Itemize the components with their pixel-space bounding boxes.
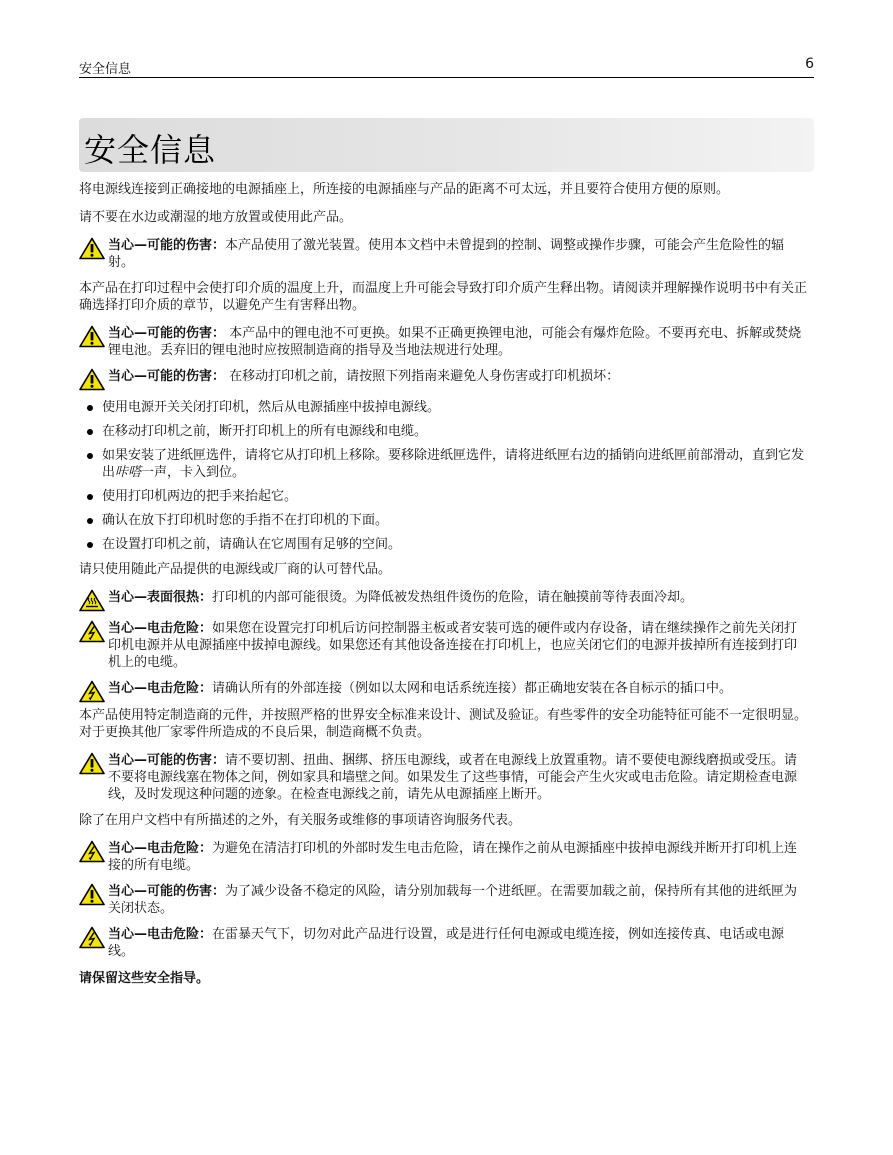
caution-block	[79, 237, 814, 271]
caution-text: 在移动打印机之前，请按照下列指南来避免人身伤害或打印机损坏：	[225, 369, 620, 384]
list-item-text: 确认在放下打印机时您的手指不在打印机的下面。	[102, 513, 389, 528]
caution-text: 为避免在清洁打印机的外部时发生电击危险，请在操作之前从电源插座中拔掉电源线并断开打印机上连接的所有电缆。	[108, 841, 798, 873]
caution-label: 当心—电击危险：	[108, 621, 213, 636]
caution-text: 在雷暴天气下，切勿对此产品进行设置，或是进行任何电源或电缆连接，例如连接传真、电话或电源线。	[108, 927, 785, 959]
caution-label: 当心—表面很热：	[108, 590, 213, 605]
warning-icon	[79, 368, 105, 391]
document-body	[79, 181, 814, 987]
caution-label: 当心—可能的伤害：	[108, 884, 226, 899]
bullet-list	[79, 399, 814, 553]
caution-block	[79, 926, 814, 960]
list-item-emphasis: 咔嗒	[115, 465, 142, 480]
paragraph: 请只使用随此产品提供的电源线或厂商的认可替代品。	[79, 562, 392, 577]
paragraph: 除了在用户文档中有所描述的之外，有关服务或维修的事项请咨询服务代表。	[79, 813, 522, 828]
caution-label: 当心—电击危险：	[108, 841, 213, 856]
shock-hazard-icon	[79, 680, 105, 703]
list-item-text: 如果安装了进纸匣选件，请将它从打印机上移除。要移除进纸匣选件，请将进纸匣右边的插销向进纸匣前部滑动，直到它发出	[102, 448, 805, 480]
list-item	[79, 488, 814, 505]
list-item	[79, 423, 814, 440]
paragraph: 将电源线连接到正确接地的电源插座上，所连接的电源插座与产品的距离不可太远，并且要符合使用方便的原则。	[79, 182, 730, 197]
caution-text: 本产品中的锂电池不可更换。如果不正确更换锂电池，可能会有爆炸危险。不要再充电、拆解或焚烧锂电池。丢弃旧的锂电池时应按照制造商的指导及当地法规进行处理。	[108, 326, 802, 358]
header-title: 安全信息	[79, 62, 132, 77]
warning-icon	[79, 237, 105, 260]
shock-hazard-icon	[79, 840, 105, 863]
hot-surface-icon	[79, 589, 105, 612]
caution-label: 当心—可能的伤害：	[108, 326, 226, 341]
list-item-text: 使用打印机两边的把手来抬起它。	[102, 489, 298, 504]
list-item-text: 在移动打印机之前，断开打印机上的所有电源线和电缆。	[102, 424, 428, 439]
closing-instruction: 请保留这些安全指导。	[79, 971, 210, 986]
caution-text: 如果您在设置完打印机后访问控制器主板或者安装可选的硬件或内存设备，请在继续操作之前先关闭打印机电源并从电源插座中拔掉电源线。如果您还有其他设备连接在打印机上，也应关闭它们的电源并拔掉所有连接到打印机上的电缆。	[108, 621, 798, 670]
list-item	[79, 536, 814, 553]
paragraph: 本产品使用特定制造商的元件，并按照严格的世界安全标准来设计、测试及验证。有些零件的安全功能特征可能不一定很明显。对于更换其他厂家零件所造成的不良后果，制造商概不负责。	[79, 708, 808, 740]
page-header	[79, 58, 814, 78]
list-item-text: 一声，卡入到位。	[141, 465, 246, 480]
page-number: 6	[805, 56, 814, 72]
caution-block	[79, 368, 814, 385]
caution-block	[79, 620, 814, 671]
list-item-text: 在设置打印机之前，请确认在它周围有足够的空间。	[102, 537, 402, 552]
section-banner	[79, 118, 814, 172]
page-title: 安全信息	[84, 131, 217, 169]
warning-icon	[79, 325, 105, 348]
caution-label: 当心—可能的伤害：	[108, 753, 226, 768]
caution-block	[79, 840, 814, 874]
caution-label: 当心—电击危险：	[108, 681, 213, 696]
shock-hazard-icon	[79, 926, 105, 949]
caution-text: 请不要切割、扭曲、捆绑、挤压电源线，或者在电源线上放置重物。请不要使电源线磨损或受压。请不要将电源线塞在物体之间，例如家具和墙壁之间。如果发生了这些事情，可能会产生火灾或电击危险。请定期检查电源线，及时发现这种问题的迹象。在检查电源线之前，请先从电源插座上断开。	[108, 753, 798, 802]
caution-text: 本产品使用了激光装置。使用本文档中未曾提到的控制、调整或操作步骤，可能会产生危险性的辐射。	[108, 238, 785, 270]
caution-label: 当心—电击危险：	[108, 927, 213, 942]
list-item-text: 使用电源开关关闭打印机，然后从电源插座中拔掉电源线。	[102, 400, 441, 415]
paragraph: 本产品在打印过程中会使打印介质的温度上升，而温度上升可能会导致打印介质产生释出物。请阅读并理解操作说明书中有关正确选择打印介质的章节，以避免产生有害释出物。	[79, 281, 808, 313]
caution-block	[79, 752, 814, 803]
caution-block	[79, 589, 814, 606]
list-item	[79, 399, 814, 416]
shock-hazard-icon	[79, 620, 105, 643]
caution-block	[79, 325, 814, 359]
caution-block	[79, 883, 814, 917]
warning-icon	[79, 883, 105, 906]
list-item	[79, 447, 814, 481]
caution-block	[79, 680, 814, 697]
warning-icon	[79, 752, 105, 775]
caution-label: 当心—可能的伤害：	[108, 238, 226, 253]
paragraph: 请不要在水边或潮湿的地方放置或使用此产品。	[79, 210, 353, 225]
caution-text: 为了减少设备不稳定的风险，请分别加载每一个进纸匣。在需要加载之前，保持所有其他的进纸匣为关闭状态。	[108, 884, 798, 916]
list-item	[79, 512, 814, 529]
caution-text: 请确认所有的外部连接（例如以太网和电话系统连接）都正确地安装在各自标示的插口中。	[212, 681, 733, 696]
caution-text: 打印机的内部可能很烫。为降低被发热组件烫伤的危险，请在触摸前等待表面冷却。	[212, 590, 694, 605]
caution-label: 当心—可能的伤害：	[108, 369, 226, 384]
